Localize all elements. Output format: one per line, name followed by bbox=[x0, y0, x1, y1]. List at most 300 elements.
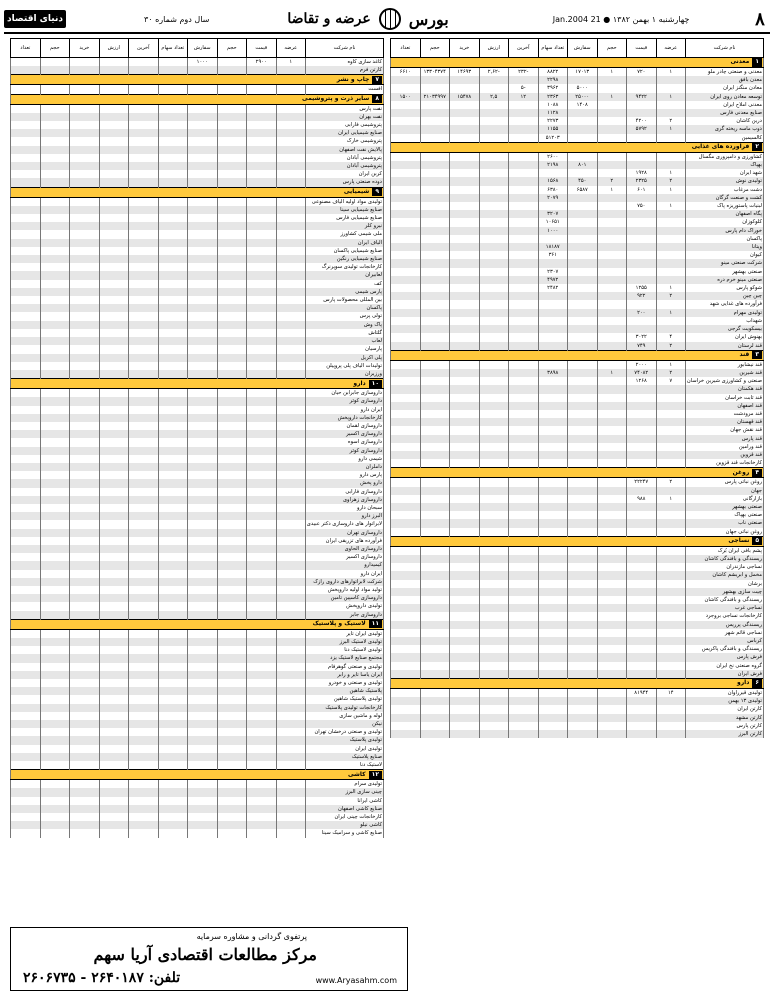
value-cell bbox=[276, 654, 306, 662]
company-name-cell: قند ورامین bbox=[686, 443, 764, 451]
value-cell: ۳۰۲۲ bbox=[627, 333, 657, 341]
company-name-cell: کالسیمین bbox=[686, 134, 764, 143]
value-cell bbox=[40, 447, 70, 455]
value-cell bbox=[391, 588, 421, 596]
value-cell bbox=[391, 101, 421, 109]
value-cell bbox=[247, 646, 277, 654]
value-cell bbox=[538, 612, 568, 620]
value-cell bbox=[568, 333, 598, 341]
sector-number: ۲ bbox=[752, 143, 762, 151]
value-cell bbox=[420, 268, 450, 276]
company-name-cell: پشم بافی ایران بُرک bbox=[686, 546, 764, 555]
value-cell bbox=[99, 504, 129, 512]
value-cell bbox=[217, 537, 247, 545]
value-cell bbox=[40, 263, 70, 271]
value-cell bbox=[70, 230, 100, 238]
value-cell bbox=[70, 129, 100, 137]
value-cell bbox=[276, 230, 306, 238]
value-cell bbox=[99, 154, 129, 162]
company-name-cell: تولیدی مواد اولیه الیاف مصنوعی bbox=[306, 197, 384, 206]
value-cell: ۱۵۰۰ bbox=[391, 93, 421, 101]
value-cell bbox=[129, 671, 159, 679]
company-name-cell: فرش پارس bbox=[686, 653, 764, 661]
value-cell bbox=[627, 325, 657, 333]
value-cell bbox=[391, 426, 421, 434]
value-cell bbox=[129, 728, 159, 736]
value-cell bbox=[217, 829, 247, 837]
value-cell bbox=[99, 329, 129, 337]
value-cell bbox=[420, 385, 450, 393]
value-cell bbox=[276, 422, 306, 430]
value-cell bbox=[597, 161, 627, 169]
value-cell bbox=[99, 178, 129, 187]
value-cell bbox=[247, 578, 277, 586]
value-cell bbox=[627, 705, 657, 713]
value-cell bbox=[656, 84, 686, 92]
sector-cell bbox=[391, 58, 764, 68]
value-cell bbox=[479, 528, 509, 537]
value-cell bbox=[129, 146, 159, 154]
value-cell bbox=[479, 292, 509, 300]
value-cell bbox=[568, 714, 598, 722]
value-cell bbox=[479, 385, 509, 393]
value-cell bbox=[70, 512, 100, 520]
value-cell bbox=[276, 296, 306, 304]
value-cell bbox=[158, 512, 188, 520]
company-name-cell: صنعتی بهشهر bbox=[686, 503, 764, 511]
value-cell bbox=[568, 555, 598, 563]
value-cell bbox=[40, 654, 70, 662]
value-cell bbox=[276, 479, 306, 487]
company-name-cell: کارتن فرم bbox=[306, 66, 384, 75]
value-cell bbox=[99, 197, 129, 206]
value-cell bbox=[509, 134, 539, 143]
value-cell bbox=[391, 546, 421, 555]
company-name-cell: داروسازی زهراوی bbox=[306, 496, 384, 504]
value-cell bbox=[188, 728, 218, 736]
value-cell bbox=[11, 288, 41, 296]
value-cell bbox=[276, 321, 306, 329]
value-cell bbox=[479, 662, 509, 670]
value-cell bbox=[217, 646, 247, 654]
value-cell bbox=[188, 813, 218, 821]
company-name-cell: صنعتی بهشهر bbox=[686, 268, 764, 276]
value-cell bbox=[391, 670, 421, 679]
value-cell bbox=[276, 797, 306, 805]
value-cell bbox=[656, 519, 686, 527]
company-name-cell: کلوکوزان bbox=[686, 218, 764, 226]
value-cell bbox=[450, 410, 480, 418]
value-cell bbox=[450, 604, 480, 612]
value-cell bbox=[597, 325, 627, 333]
value-cell bbox=[11, 321, 41, 329]
value-cell bbox=[217, 66, 247, 75]
value-cell bbox=[188, 829, 218, 837]
table-row bbox=[391, 511, 764, 519]
value-cell bbox=[11, 154, 41, 162]
company-name-cell: تولی پرس bbox=[306, 312, 384, 320]
value-cell bbox=[70, 263, 100, 271]
value-cell bbox=[420, 714, 450, 722]
value-cell bbox=[597, 689, 627, 698]
value-cell bbox=[479, 722, 509, 730]
value-cell bbox=[538, 342, 568, 351]
value-cell bbox=[538, 451, 568, 459]
value-cell bbox=[158, 813, 188, 821]
value-cell bbox=[509, 292, 539, 300]
value-cell bbox=[217, 113, 247, 121]
value-cell bbox=[247, 529, 277, 537]
value-cell bbox=[129, 129, 159, 137]
value-cell bbox=[158, 104, 188, 113]
section-title-bourse: بورس bbox=[408, 9, 449, 29]
value-cell bbox=[656, 394, 686, 402]
value-cell bbox=[597, 511, 627, 519]
table-row bbox=[391, 218, 764, 226]
value-cell bbox=[627, 418, 657, 426]
value-cell bbox=[129, 679, 159, 687]
value-cell bbox=[40, 780, 70, 789]
value-cell bbox=[40, 321, 70, 329]
value-cell bbox=[99, 728, 129, 736]
value-cell bbox=[479, 596, 509, 604]
company-name-cell: معدنی املاح ایران bbox=[686, 101, 764, 109]
value-cell: ۵۱۲۰۳ bbox=[538, 134, 568, 143]
value-cell bbox=[247, 296, 277, 304]
value-cell bbox=[391, 459, 421, 468]
value-cell bbox=[597, 259, 627, 267]
value-cell bbox=[70, 813, 100, 821]
newspaper-logo: دنیای اقتصاد bbox=[4, 10, 66, 28]
value-cell bbox=[276, 761, 306, 770]
value-cell: ۱۳۳۰۴۳۷۴ bbox=[420, 68, 450, 77]
value-cell bbox=[40, 280, 70, 288]
table-row bbox=[11, 712, 384, 720]
value-cell bbox=[538, 511, 568, 519]
value-cell bbox=[99, 611, 129, 620]
value-cell bbox=[247, 389, 277, 398]
value-cell bbox=[99, 463, 129, 471]
value-cell bbox=[217, 247, 247, 255]
value-cell bbox=[129, 611, 159, 620]
company-name-cell: قند لرستان bbox=[686, 342, 764, 351]
value-cell bbox=[276, 170, 306, 178]
value-cell bbox=[391, 629, 421, 637]
table-row bbox=[391, 459, 764, 468]
value-cell bbox=[509, 177, 539, 185]
value-cell bbox=[99, 736, 129, 744]
value-cell bbox=[450, 268, 480, 276]
value-cell bbox=[217, 745, 247, 753]
value-cell bbox=[158, 397, 188, 405]
value-cell bbox=[158, 520, 188, 528]
value-cell bbox=[70, 654, 100, 662]
value-cell bbox=[99, 629, 129, 638]
company-name-cell: کارخانجات نساجی بروجرد bbox=[686, 612, 764, 620]
value-cell bbox=[597, 342, 627, 351]
value-cell bbox=[656, 705, 686, 713]
value-cell bbox=[129, 720, 159, 728]
value-cell bbox=[70, 570, 100, 578]
value-cell bbox=[568, 697, 598, 705]
value-cell bbox=[276, 586, 306, 594]
value-cell bbox=[420, 394, 450, 402]
value-cell bbox=[538, 317, 568, 325]
value-cell bbox=[99, 239, 129, 247]
value-cell bbox=[391, 109, 421, 117]
table-row bbox=[11, 312, 384, 320]
value-cell bbox=[597, 418, 627, 426]
value-cell bbox=[656, 555, 686, 563]
value-cell bbox=[158, 296, 188, 304]
value-cell bbox=[391, 571, 421, 579]
value-cell: ۳۶۱ bbox=[538, 251, 568, 259]
value-cell bbox=[597, 653, 627, 661]
value-cell bbox=[99, 113, 129, 121]
value-cell bbox=[247, 545, 277, 553]
value-cell bbox=[99, 488, 129, 496]
value-cell bbox=[420, 418, 450, 426]
value-cell bbox=[40, 206, 70, 214]
value-cell bbox=[597, 410, 627, 418]
value-cell bbox=[391, 202, 421, 210]
value-cell bbox=[420, 571, 450, 579]
value-cell bbox=[627, 612, 657, 620]
table-row bbox=[11, 414, 384, 422]
company-name-cell: تولیدی ایران bbox=[306, 745, 384, 753]
value-cell bbox=[99, 206, 129, 214]
table-row bbox=[11, 422, 384, 430]
value-cell bbox=[568, 377, 598, 385]
value-cell bbox=[99, 162, 129, 170]
value-cell bbox=[247, 354, 277, 362]
value-cell bbox=[129, 162, 159, 170]
value-cell bbox=[276, 345, 306, 353]
company-name-cell: تولیدی داروپخش bbox=[306, 602, 384, 610]
value-cell bbox=[568, 169, 598, 177]
value-cell bbox=[656, 276, 686, 284]
table-row bbox=[11, 354, 384, 362]
company-name-cell: داروسازی اکسیر bbox=[306, 430, 384, 438]
value-cell bbox=[158, 695, 188, 703]
table-row bbox=[391, 259, 764, 267]
table-row bbox=[391, 300, 764, 308]
company-name-cell: قند نیشابور bbox=[686, 360, 764, 369]
value-cell bbox=[70, 329, 100, 337]
value-cell bbox=[276, 214, 306, 222]
value-cell bbox=[391, 637, 421, 645]
value-cell bbox=[509, 369, 539, 377]
value-cell bbox=[217, 805, 247, 813]
value-cell bbox=[158, 389, 188, 398]
value-cell bbox=[11, 280, 41, 288]
value-cell bbox=[40, 304, 70, 312]
value-cell bbox=[158, 821, 188, 829]
value-cell bbox=[627, 101, 657, 109]
value-cell bbox=[11, 663, 41, 671]
value-cell bbox=[509, 117, 539, 125]
value-cell bbox=[217, 85, 247, 94]
value-cell: ۱ bbox=[597, 68, 627, 77]
value-cell bbox=[247, 520, 277, 528]
value-cell bbox=[420, 251, 450, 259]
value-cell bbox=[568, 580, 598, 588]
value-cell bbox=[158, 288, 188, 296]
company-name-cell: قند قهستان bbox=[686, 418, 764, 426]
value-cell bbox=[538, 169, 568, 177]
value-cell bbox=[247, 280, 277, 288]
value-cell bbox=[247, 728, 277, 736]
value-cell bbox=[597, 84, 627, 92]
value-cell bbox=[656, 76, 686, 84]
value-cell bbox=[247, 154, 277, 162]
value-cell bbox=[247, 712, 277, 720]
value-cell bbox=[276, 821, 306, 829]
value-cell: ۹۸۸ bbox=[627, 495, 657, 503]
value-cell bbox=[217, 813, 247, 821]
value-cell bbox=[158, 545, 188, 553]
column-header: تعداد سهام bbox=[158, 39, 188, 58]
value-cell bbox=[479, 284, 509, 292]
value-cell bbox=[391, 528, 421, 537]
value-cell bbox=[70, 239, 100, 247]
value-cell bbox=[597, 152, 627, 161]
value-cell bbox=[129, 263, 159, 271]
table-row bbox=[11, 455, 384, 463]
value-cell bbox=[70, 553, 100, 561]
value-cell bbox=[509, 161, 539, 169]
sector-number: ۹ bbox=[372, 188, 382, 196]
value-cell bbox=[479, 300, 509, 308]
value-cell bbox=[420, 333, 450, 341]
value-cell bbox=[247, 447, 277, 455]
value-cell bbox=[188, 66, 218, 75]
value-cell bbox=[509, 621, 539, 629]
table-row bbox=[11, 753, 384, 761]
company-name-cell: تولیدی لاستیک دنا bbox=[306, 646, 384, 654]
value-cell: ۷۴۹ bbox=[627, 342, 657, 351]
value-cell bbox=[217, 58, 247, 67]
value-cell bbox=[479, 689, 509, 698]
value-cell bbox=[247, 797, 277, 805]
company-name-cell: پتروشیمی فارابی bbox=[306, 121, 384, 129]
value-cell bbox=[99, 663, 129, 671]
value-cell bbox=[70, 463, 100, 471]
value-cell bbox=[479, 612, 509, 620]
value-cell bbox=[450, 596, 480, 604]
value-cell bbox=[217, 197, 247, 206]
value-cell bbox=[276, 629, 306, 638]
value-cell bbox=[99, 646, 129, 654]
value-cell bbox=[538, 722, 568, 730]
value-cell bbox=[129, 488, 159, 496]
column-header: سفارش bbox=[188, 39, 218, 58]
value-cell bbox=[479, 177, 509, 185]
table-row bbox=[11, 529, 384, 537]
company-name-cell: ایران یاسا تایر و رابر bbox=[306, 671, 384, 679]
value-cell bbox=[450, 478, 480, 487]
value-cell bbox=[509, 418, 539, 426]
value-cell: ۷۵۰ bbox=[627, 202, 657, 210]
value-cell bbox=[188, 496, 218, 504]
value-cell bbox=[276, 66, 306, 75]
table-row bbox=[11, 646, 384, 654]
value-cell bbox=[391, 218, 421, 226]
company-name-cell: کیوان bbox=[686, 251, 764, 259]
value-cell bbox=[158, 780, 188, 789]
value-cell bbox=[70, 663, 100, 671]
value-cell bbox=[479, 169, 509, 177]
value-cell bbox=[656, 317, 686, 325]
value-cell bbox=[276, 370, 306, 379]
table-row bbox=[11, 58, 384, 67]
value-cell bbox=[538, 435, 568, 443]
company-name-cell: مخمل و ابریشم کاشان bbox=[686, 571, 764, 579]
value-cell bbox=[420, 588, 450, 596]
value-cell bbox=[509, 588, 539, 596]
table-row bbox=[11, 362, 384, 370]
right-table-column bbox=[390, 38, 764, 738]
value-cell bbox=[479, 76, 509, 84]
value-cell bbox=[247, 512, 277, 520]
table-row bbox=[11, 638, 384, 646]
value-cell: ۳۸۹۸ bbox=[538, 369, 568, 377]
value-cell bbox=[509, 637, 539, 645]
value-cell bbox=[11, 206, 41, 214]
value-cell bbox=[391, 705, 421, 713]
value-cell bbox=[158, 671, 188, 679]
company-name-cell: پتروشیمی خارک bbox=[306, 137, 384, 145]
value-cell bbox=[99, 345, 129, 353]
value-cell bbox=[391, 117, 421, 125]
value-cell bbox=[217, 414, 247, 422]
sector-name: سایر ذرت و پتروشیمی bbox=[302, 95, 370, 102]
value-cell bbox=[276, 663, 306, 671]
company-name-cell: کاشی ایرانا bbox=[306, 797, 384, 805]
value-cell bbox=[188, 720, 218, 728]
value-cell bbox=[627, 235, 657, 243]
value-cell bbox=[450, 705, 480, 713]
table-row bbox=[391, 227, 764, 235]
value-cell bbox=[99, 821, 129, 829]
value-cell bbox=[568, 563, 598, 571]
value-cell bbox=[597, 662, 627, 670]
value-cell bbox=[276, 414, 306, 422]
value-cell bbox=[70, 797, 100, 805]
value-cell: ۲ bbox=[656, 369, 686, 377]
value-cell bbox=[627, 604, 657, 612]
value-cell bbox=[420, 645, 450, 653]
value-cell bbox=[568, 722, 598, 730]
company-name-cell: تولیدی ۱۳ بهمن bbox=[686, 697, 764, 705]
value-cell bbox=[656, 528, 686, 537]
table-row bbox=[391, 169, 764, 177]
value-cell bbox=[129, 761, 159, 770]
value-cell bbox=[99, 222, 129, 230]
value-cell bbox=[129, 447, 159, 455]
value-cell bbox=[129, 594, 159, 602]
value-cell bbox=[420, 300, 450, 308]
table-row bbox=[391, 325, 764, 333]
value-cell bbox=[217, 753, 247, 761]
value-cell: ۶۰۱ bbox=[627, 186, 657, 194]
value-cell bbox=[247, 214, 277, 222]
value-cell bbox=[129, 170, 159, 178]
value-cell bbox=[276, 463, 306, 471]
value-cell bbox=[627, 76, 657, 84]
value-cell bbox=[509, 284, 539, 292]
value-cell bbox=[99, 447, 129, 455]
